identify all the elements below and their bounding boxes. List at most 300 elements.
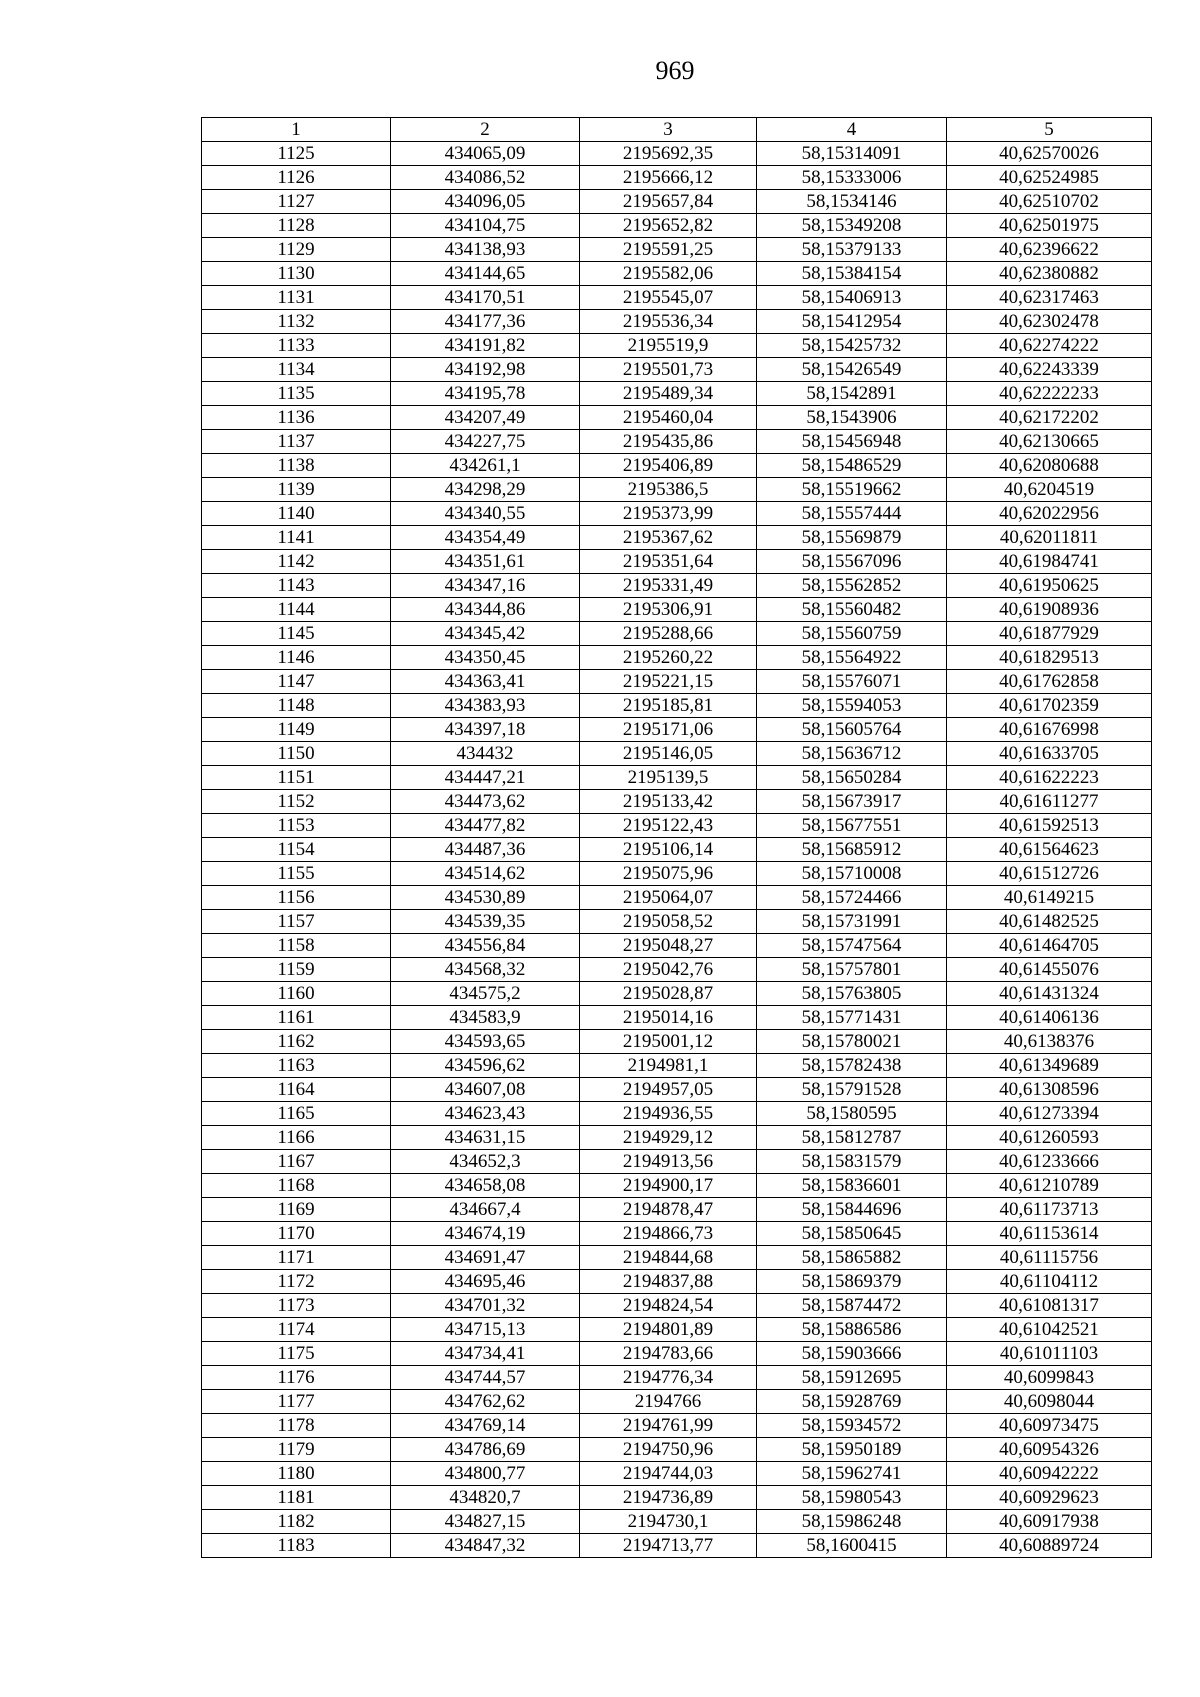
table-cell-col-3: 2195536,34 (580, 310, 757, 334)
table-cell-col-4: 58,15519662 (757, 478, 947, 502)
table-row (202, 718, 1152, 742)
table-cell-col-5: 40,61233666 (947, 1150, 1152, 1174)
table-cell-col-3: 2195591,25 (580, 238, 757, 262)
table-cell-col-2: 434086,52 (391, 166, 580, 190)
table-cell-col-5: 40,61611277 (947, 790, 1152, 814)
table-cell-col-2: 434530,89 (391, 886, 580, 910)
table-cell-col-4: 58,15903666 (757, 1342, 947, 1366)
table-cell-col-3: 2194936,55 (580, 1102, 757, 1126)
table-cell-col-3: 2195666,12 (580, 166, 757, 190)
table-cell-col-5: 40,61260593 (947, 1126, 1152, 1150)
table-cell-col-3: 2194744,03 (580, 1462, 757, 1486)
table-cell-col-3: 2194783,66 (580, 1342, 757, 1366)
table-cell-col-2: 434701,32 (391, 1294, 580, 1318)
table-cell-col-3: 2195028,87 (580, 982, 757, 1006)
table-cell-col-5: 40,61984741 (947, 550, 1152, 574)
table-cell-col-3: 2195331,49 (580, 574, 757, 598)
table-cell-col-2: 434354,49 (391, 526, 580, 550)
table-cell-col-3: 2195058,52 (580, 910, 757, 934)
table-cell-col-5: 40,61762858 (947, 670, 1152, 694)
table-cell-col-5: 40,61349689 (947, 1054, 1152, 1078)
table-cell-col-1: 1152 (202, 790, 391, 814)
table-row (202, 478, 1152, 502)
table-cell-col-5: 40,61622223 (947, 766, 1152, 790)
table-cell-col-2: 434607,08 (391, 1078, 580, 1102)
table-cell-col-2: 434170,51 (391, 286, 580, 310)
table-cell-col-3: 2195351,64 (580, 550, 757, 574)
table-row (202, 1054, 1152, 1078)
table-cell-col-1: 1167 (202, 1150, 391, 1174)
table-row (202, 598, 1152, 622)
table-cell-col-3: 2195146,05 (580, 742, 757, 766)
table-row (202, 1270, 1152, 1294)
table-cell-col-3: 2194761,99 (580, 1414, 757, 1438)
table-header (202, 118, 1152, 142)
table-row (202, 406, 1152, 430)
table-row (202, 550, 1152, 574)
table-row (202, 1486, 1152, 1510)
table-cell-col-1: 1128 (202, 214, 391, 238)
table-cell-col-1: 1173 (202, 1294, 391, 1318)
table-cell-col-2: 434351,61 (391, 550, 580, 574)
table-cell-col-3: 2195106,14 (580, 838, 757, 862)
table-row (202, 1414, 1152, 1438)
table-cell-col-1: 1176 (202, 1366, 391, 1390)
table-cell-col-2: 434658,08 (391, 1174, 580, 1198)
table-row (202, 1462, 1152, 1486)
table-row (202, 1006, 1152, 1030)
table-cell-col-1: 1146 (202, 646, 391, 670)
table-cell-col-3: 2194866,73 (580, 1222, 757, 1246)
table-cell-col-4: 58,15426549 (757, 358, 947, 382)
table-cell-col-4: 58,15456948 (757, 430, 947, 454)
table-cell-col-4: 58,1534146 (757, 190, 947, 214)
table-cell-col-2: 434583,9 (391, 1006, 580, 1030)
table-row (202, 1318, 1152, 1342)
table-cell-col-5: 40,61308596 (947, 1078, 1152, 1102)
table-cell-col-5: 40,61829513 (947, 646, 1152, 670)
table-row (202, 1390, 1152, 1414)
table-cell-col-3: 2195435,86 (580, 430, 757, 454)
table-cell-col-4: 58,15406913 (757, 286, 947, 310)
table-cell-col-2: 434623,43 (391, 1102, 580, 1126)
table-cell-col-4: 58,1600415 (757, 1534, 947, 1558)
table-cell-col-5: 40,6098044 (947, 1390, 1152, 1414)
table-cell-col-5: 40,62172202 (947, 406, 1152, 430)
table-cell-col-5: 40,60889724 (947, 1534, 1152, 1558)
table-cell-col-3: 2195014,16 (580, 1006, 757, 1030)
table-row (202, 934, 1152, 958)
table-cell-col-4: 58,15731991 (757, 910, 947, 934)
table-cell-col-5: 40,61210789 (947, 1174, 1152, 1198)
table-cell-col-4: 58,15886586 (757, 1318, 947, 1342)
table-cell-col-1: 1180 (202, 1462, 391, 1486)
table-cell-col-4: 58,1580595 (757, 1102, 947, 1126)
table-cell-col-5: 40,61081317 (947, 1294, 1152, 1318)
table-cell-col-2: 434568,32 (391, 958, 580, 982)
table-row (202, 358, 1152, 382)
header-row (202, 118, 1152, 142)
table-row (202, 814, 1152, 838)
table-cell-col-3: 2195406,89 (580, 454, 757, 478)
table-cell-col-1: 1169 (202, 1198, 391, 1222)
table-row (202, 1246, 1152, 1270)
table-cell-col-4: 58,15844696 (757, 1198, 947, 1222)
table-row (202, 166, 1152, 190)
table-cell-col-1: 1147 (202, 670, 391, 694)
table-cell-col-4: 58,15560759 (757, 622, 947, 646)
table-cell-col-1: 1151 (202, 766, 391, 790)
table-cell-col-1: 1168 (202, 1174, 391, 1198)
table-cell-col-5: 40,61115756 (947, 1246, 1152, 1270)
table-cell-col-2: 434473,62 (391, 790, 580, 814)
table-row (202, 958, 1152, 982)
table-cell-col-1: 1136 (202, 406, 391, 430)
table-cell-col-4: 58,15850645 (757, 1222, 947, 1246)
table-cell-col-2: 434065,09 (391, 142, 580, 166)
table-row (202, 982, 1152, 1006)
table-cell-col-2: 434345,42 (391, 622, 580, 646)
table-cell-col-5: 40,60942222 (947, 1462, 1152, 1486)
table-cell-col-1: 1134 (202, 358, 391, 382)
table-cell-col-2: 434363,41 (391, 670, 580, 694)
table-cell-col-1: 1137 (202, 430, 391, 454)
table-cell-col-3: 2195260,22 (580, 646, 757, 670)
table-cell-col-1: 1130 (202, 262, 391, 286)
table-cell-col-4: 58,15594053 (757, 694, 947, 718)
table-cell-col-1: 1135 (202, 382, 391, 406)
table-cell-col-4: 58,15636712 (757, 742, 947, 766)
table-row (202, 238, 1152, 262)
table-cell-col-3: 2195185,81 (580, 694, 757, 718)
table-cell-col-1: 1183 (202, 1534, 391, 1558)
table-cell-col-1: 1159 (202, 958, 391, 982)
table-row (202, 142, 1152, 166)
table-cell-col-1: 1143 (202, 574, 391, 598)
table-cell-col-3: 2195042,76 (580, 958, 757, 982)
table-cell-col-5: 40,61011103 (947, 1342, 1152, 1366)
table-cell-col-3: 2195288,66 (580, 622, 757, 646)
table-cell-col-1: 1178 (202, 1414, 391, 1438)
table-cell-col-4: 58,15831579 (757, 1150, 947, 1174)
table-body (202, 142, 1152, 1558)
table-cell-col-4: 58,15650284 (757, 766, 947, 790)
table-cell-col-4: 58,15349208 (757, 214, 947, 238)
table-cell-col-5: 40,60917938 (947, 1510, 1152, 1534)
table-cell-col-5: 40,61431324 (947, 982, 1152, 1006)
table-cell-col-3: 2195367,62 (580, 526, 757, 550)
table-cell-col-5: 40,61702359 (947, 694, 1152, 718)
table-cell-col-4: 58,15912695 (757, 1366, 947, 1390)
table-cell-col-5: 40,61908936 (947, 598, 1152, 622)
table-cell-col-2: 434144,65 (391, 262, 580, 286)
table-cell-col-1: 1153 (202, 814, 391, 838)
table-cell-col-5: 40,62524985 (947, 166, 1152, 190)
table-cell-col-4: 58,15557444 (757, 502, 947, 526)
table-cell-col-2: 434715,13 (391, 1318, 580, 1342)
table-cell-col-5: 40,61592513 (947, 814, 1152, 838)
table-row (202, 622, 1152, 646)
table-cell-col-1: 1127 (202, 190, 391, 214)
table-cell-col-2: 434104,75 (391, 214, 580, 238)
table-row (202, 1534, 1152, 1558)
table-cell-col-4: 58,15486529 (757, 454, 947, 478)
table-cell-col-2: 434344,86 (391, 598, 580, 622)
table-cell-col-4: 58,15763805 (757, 982, 947, 1006)
table-cell-col-5: 40,62396622 (947, 238, 1152, 262)
table-cell-col-4: 58,15757801 (757, 958, 947, 982)
table-cell-col-3: 2195122,43 (580, 814, 757, 838)
table-row (202, 1030, 1152, 1054)
table-cell-col-2: 434447,21 (391, 766, 580, 790)
table-cell-col-3: 2195519,9 (580, 334, 757, 358)
table-cell-col-1: 1154 (202, 838, 391, 862)
table-row (202, 262, 1152, 286)
table-cell-col-1: 1156 (202, 886, 391, 910)
table-cell-col-2: 434432 (391, 742, 580, 766)
table-row (202, 574, 1152, 598)
table-cell-col-2: 434191,82 (391, 334, 580, 358)
table-cell-col-5: 40,62570026 (947, 142, 1152, 166)
coordinates-table (201, 117, 1152, 1558)
table-cell-col-2: 434691,47 (391, 1246, 580, 1270)
table-cell-col-5: 40,61633705 (947, 742, 1152, 766)
table-cell-col-5: 40,62274222 (947, 334, 1152, 358)
table-cell-col-4: 58,15379133 (757, 238, 947, 262)
table-cell-col-3: 2194776,34 (580, 1366, 757, 1390)
table-cell-col-1: 1161 (202, 1006, 391, 1030)
table-cell-col-1: 1141 (202, 526, 391, 550)
table-cell-col-1: 1162 (202, 1030, 391, 1054)
table-cell-col-1: 1170 (202, 1222, 391, 1246)
table-cell-col-1: 1133 (202, 334, 391, 358)
table-row (202, 1198, 1152, 1222)
table-cell-col-2: 434820,7 (391, 1486, 580, 1510)
table-cell-col-2: 434340,55 (391, 502, 580, 526)
table-cell-col-2: 434695,46 (391, 1270, 580, 1294)
table-row (202, 286, 1152, 310)
table-cell-col-3: 2194736,89 (580, 1486, 757, 1510)
table-row (202, 1342, 1152, 1366)
table-cell-col-3: 2194766 (580, 1390, 757, 1414)
table-cell-col-3: 2195386,5 (580, 478, 757, 502)
table-cell-col-4: 58,15791528 (757, 1078, 947, 1102)
table-cell-col-5: 40,61153614 (947, 1222, 1152, 1246)
table-cell-col-1: 1144 (202, 598, 391, 622)
table-cell-col-4: 58,15950189 (757, 1438, 947, 1462)
table-cell-col-1: 1181 (202, 1486, 391, 1510)
table-row (202, 670, 1152, 694)
table-cell-col-4: 58,15928769 (757, 1390, 947, 1414)
table-cell-col-1: 1165 (202, 1102, 391, 1126)
table-cell-col-4: 58,15562852 (757, 574, 947, 598)
table-cell-col-1: 1175 (202, 1342, 391, 1366)
table-cell-col-2: 434827,15 (391, 1510, 580, 1534)
table-cell-col-2: 434556,84 (391, 934, 580, 958)
table-row (202, 910, 1152, 934)
table-cell-col-1: 1157 (202, 910, 391, 934)
table-cell-col-2: 434177,36 (391, 310, 580, 334)
table-cell-col-2: 434786,69 (391, 1438, 580, 1462)
table-cell-col-4: 58,15412954 (757, 310, 947, 334)
table-cell-col-3: 2195489,34 (580, 382, 757, 406)
table-cell-col-3: 2195001,12 (580, 1030, 757, 1054)
table-cell-col-1: 1160 (202, 982, 391, 1006)
table-cell-col-5: 40,60954326 (947, 1438, 1152, 1462)
table-cell-col-2: 434674,19 (391, 1222, 580, 1246)
table-row (202, 1294, 1152, 1318)
table-row (202, 334, 1152, 358)
table-cell-col-4: 58,15576071 (757, 670, 947, 694)
table-row (202, 790, 1152, 814)
table-cell-col-4: 58,15314091 (757, 142, 947, 166)
table-cell-col-2: 434261,1 (391, 454, 580, 478)
table-cell-col-4: 58,15869379 (757, 1270, 947, 1294)
table-cell-col-3: 2195460,04 (580, 406, 757, 430)
table-cell-col-2: 434593,65 (391, 1030, 580, 1054)
table-row (202, 838, 1152, 862)
table-cell-col-5: 40,62510702 (947, 190, 1152, 214)
table-row (202, 766, 1152, 790)
table-cell-col-5: 40,61676998 (947, 718, 1152, 742)
table-row (202, 310, 1152, 334)
table-cell-col-4: 58,15384154 (757, 262, 947, 286)
table-row (202, 1174, 1152, 1198)
table-cell-col-5: 40,61406136 (947, 1006, 1152, 1030)
table-cell-col-2: 434847,32 (391, 1534, 580, 1558)
table-cell-col-3: 2195075,96 (580, 862, 757, 886)
table-row (202, 1366, 1152, 1390)
table-cell-col-3: 2194844,68 (580, 1246, 757, 1270)
column-header-1: 1 (202, 118, 391, 142)
table-row (202, 430, 1152, 454)
table-cell-col-2: 434477,82 (391, 814, 580, 838)
table-cell-col-4: 58,15812787 (757, 1126, 947, 1150)
table-cell-col-3: 2194957,05 (580, 1078, 757, 1102)
table-cell-col-5: 40,61104112 (947, 1270, 1152, 1294)
table-cell-col-4: 58,15710008 (757, 862, 947, 886)
table-cell-col-4: 58,15780021 (757, 1030, 947, 1054)
table-cell-col-3: 2195139,5 (580, 766, 757, 790)
table-cell-col-2: 434744,57 (391, 1366, 580, 1390)
table-cell-col-5: 40,62022956 (947, 502, 1152, 526)
table-cell-col-2: 434769,14 (391, 1414, 580, 1438)
table-cell-col-2: 434397,18 (391, 718, 580, 742)
table-cell-col-3: 2195545,07 (580, 286, 757, 310)
column-header-4: 4 (757, 118, 947, 142)
table-cell-col-4: 58,15567096 (757, 550, 947, 574)
table-row (202, 862, 1152, 886)
table-cell-col-1: 1182 (202, 1510, 391, 1534)
table-cell-col-5: 40,61564623 (947, 838, 1152, 862)
table-cell-col-1: 1131 (202, 286, 391, 310)
table-cell-col-2: 434596,62 (391, 1054, 580, 1078)
table-cell-col-2: 434652,3 (391, 1150, 580, 1174)
table-cell-col-5: 40,60973475 (947, 1414, 1152, 1438)
table-cell-col-1: 1171 (202, 1246, 391, 1270)
table-row (202, 694, 1152, 718)
table-cell-col-5: 40,60929623 (947, 1486, 1152, 1510)
table-cell-col-4: 58,15673917 (757, 790, 947, 814)
table-row (202, 1510, 1152, 1534)
table-cell-col-4: 58,15986248 (757, 1510, 947, 1534)
table-cell-col-1: 1139 (202, 478, 391, 502)
table-cell-col-5: 40,61455076 (947, 958, 1152, 982)
table-cell-col-4: 58,1543906 (757, 406, 947, 430)
table-row (202, 526, 1152, 550)
table-row (202, 1438, 1152, 1462)
table-cell-col-3: 2194900,17 (580, 1174, 757, 1198)
table-cell-col-2: 434192,98 (391, 358, 580, 382)
table-cell-col-2: 434350,45 (391, 646, 580, 670)
table-cell-col-4: 58,15782438 (757, 1054, 947, 1078)
table-cell-col-1: 1142 (202, 550, 391, 574)
table-row (202, 646, 1152, 670)
table-cell-col-5: 40,61464705 (947, 934, 1152, 958)
table-cell-col-5: 40,62380882 (947, 262, 1152, 286)
column-header-3: 3 (580, 118, 757, 142)
table-row (202, 214, 1152, 238)
table-cell-col-5: 40,61273394 (947, 1102, 1152, 1126)
table-cell-col-2: 434631,15 (391, 1126, 580, 1150)
table-cell-col-1: 1150 (202, 742, 391, 766)
table-cell-col-1: 1172 (202, 1270, 391, 1294)
table-cell-col-5: 40,61042521 (947, 1318, 1152, 1342)
table-cell-col-2: 434227,75 (391, 430, 580, 454)
table-cell-col-2: 434667,4 (391, 1198, 580, 1222)
table-cell-col-3: 2195064,07 (580, 886, 757, 910)
table-cell-col-5: 40,6149215 (947, 886, 1152, 910)
table-cell-col-1: 1145 (202, 622, 391, 646)
table-cell-col-2: 434487,36 (391, 838, 580, 862)
table-cell-col-4: 58,15771431 (757, 1006, 947, 1030)
table-cell-col-2: 434207,49 (391, 406, 580, 430)
table-cell-col-1: 1148 (202, 694, 391, 718)
table-row (202, 1102, 1152, 1126)
table-cell-col-5: 40,62317463 (947, 286, 1152, 310)
table-cell-col-3: 2194730,1 (580, 1510, 757, 1534)
table-cell-col-4: 58,15685912 (757, 838, 947, 862)
table-cell-col-2: 434734,41 (391, 1342, 580, 1366)
page-number: 969 (655, 56, 695, 85)
table-cell-col-1: 1174 (202, 1318, 391, 1342)
table-cell-col-4: 58,15560482 (757, 598, 947, 622)
table-cell-col-4: 58,15874472 (757, 1294, 947, 1318)
table-cell-col-4: 58,15836601 (757, 1174, 947, 1198)
table-cell-col-1: 1158 (202, 934, 391, 958)
table-cell-col-5: 40,61512726 (947, 862, 1152, 886)
table-cell-col-4: 58,15962741 (757, 1462, 947, 1486)
table-cell-col-3: 2194824,54 (580, 1294, 757, 1318)
table-cell-col-1: 1126 (202, 166, 391, 190)
table-cell-col-5: 40,6204519 (947, 478, 1152, 502)
table-cell-col-3: 2195657,84 (580, 190, 757, 214)
column-header-2: 2 (391, 118, 580, 142)
table-cell-col-1: 1166 (202, 1126, 391, 1150)
table-cell-col-3: 2195582,06 (580, 262, 757, 286)
table-cell-col-4: 58,15425732 (757, 334, 947, 358)
table-row (202, 1150, 1152, 1174)
column-header-5: 5 (947, 118, 1152, 142)
table-cell-col-4: 58,15865882 (757, 1246, 947, 1270)
table-cell-col-3: 2194837,88 (580, 1270, 757, 1294)
table-cell-col-2: 434347,16 (391, 574, 580, 598)
table-row (202, 382, 1152, 406)
table-cell-col-4: 58,15724466 (757, 886, 947, 910)
table-cell-col-5: 40,62501975 (947, 214, 1152, 238)
table-row (202, 742, 1152, 766)
table-cell-col-3: 2195373,99 (580, 502, 757, 526)
